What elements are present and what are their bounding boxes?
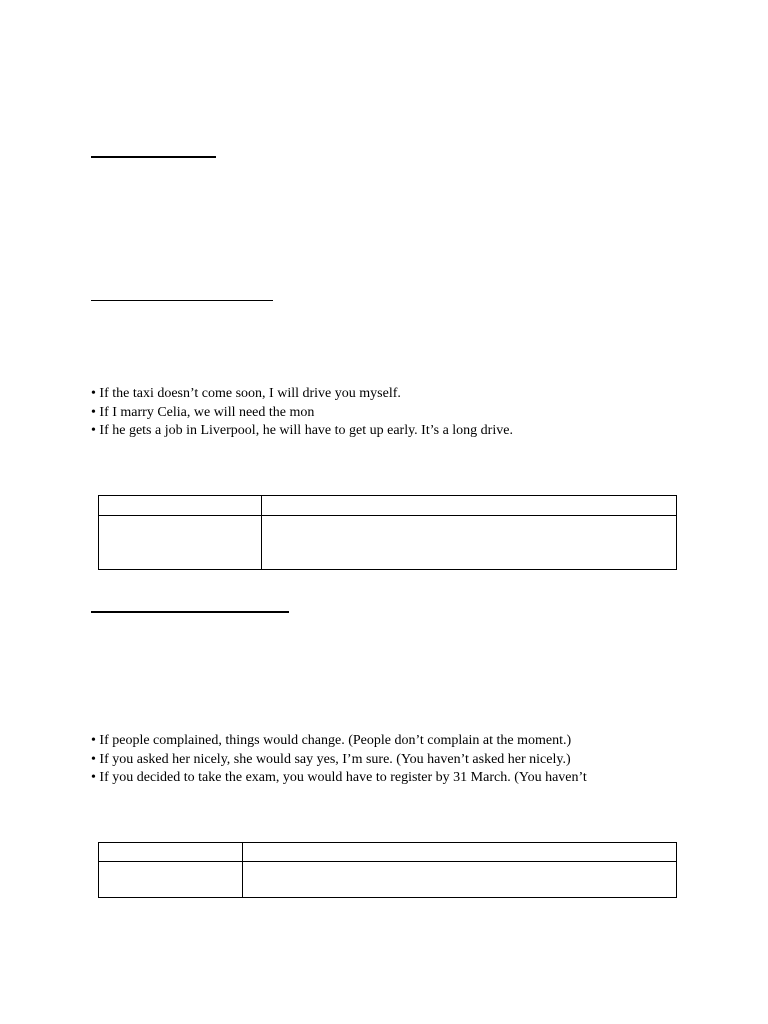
table-row — [99, 862, 677, 898]
table-cell — [99, 843, 243, 862]
table-header-row — [99, 496, 677, 516]
example-list-second-conditional — [91, 732, 587, 788]
example-item: • If he gets a job in Liverpool, he will have to get up early. It’s a long drive. — [91, 422, 513, 441]
example-item: • If I marry Celia, we will need the mon — [91, 404, 513, 423]
form-table-second-conditional — [98, 842, 677, 898]
table-cell — [243, 862, 677, 898]
table-cell — [262, 516, 677, 570]
example-list-first-conditional — [91, 385, 513, 441]
heading-underline-1 — [91, 156, 216, 158]
table-cell — [262, 496, 677, 516]
example-item: • If you asked her nicely, she would say yes, I’m sure. (You haven’t asked her nicely.) — [91, 751, 587, 770]
subheading-underline-1 — [91, 300, 273, 301]
table-cell — [243, 843, 677, 862]
form-table-first-conditional — [98, 495, 677, 570]
table-header-row — [99, 843, 677, 862]
table-cell — [99, 516, 262, 570]
table-cell — [99, 862, 243, 898]
table-cell — [99, 496, 262, 516]
example-item: • If people complained, things would change. (People don’t complain at the moment.) — [91, 732, 587, 751]
example-item: • If the taxi doesn’t come soon, I will drive you myself. — [91, 385, 513, 404]
heading-underline-2 — [91, 611, 289, 613]
table-row — [99, 516, 677, 570]
example-item: • If you decided to take the exam, you would have to register by 31 March. (You haven’t — [91, 769, 587, 788]
